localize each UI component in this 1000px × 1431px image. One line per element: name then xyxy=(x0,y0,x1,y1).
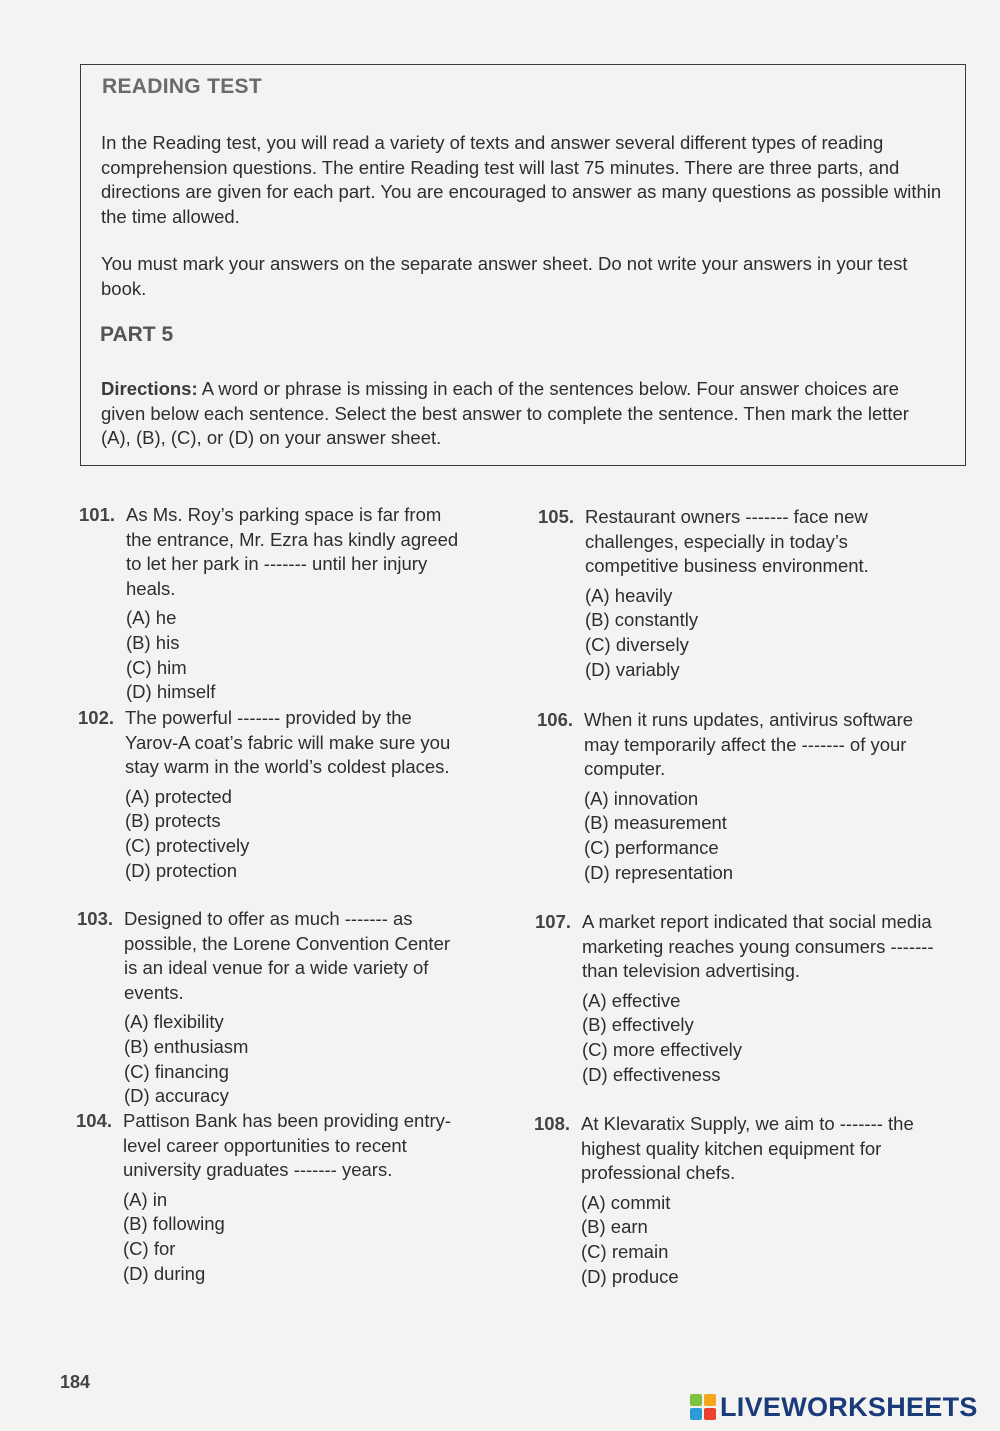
part-title: PART 5 xyxy=(100,323,174,346)
answer-option[interactable]: (B) earn xyxy=(581,1216,648,1238)
question-number: 108. xyxy=(534,1113,571,1134)
answer-option[interactable]: (A) protected xyxy=(125,785,232,807)
question-number: 105. xyxy=(538,506,575,527)
answer-option[interactable]: (C) financing xyxy=(124,1060,229,1082)
answer-option[interactable]: (D) himself xyxy=(126,681,216,703)
directions-paragraph xyxy=(101,377,943,451)
answer-option[interactable]: (B) enthusiasm xyxy=(124,1035,249,1057)
answer-option[interactable]: (C) diversely xyxy=(585,634,689,656)
answer-option[interactable]: (C) performance xyxy=(584,837,719,859)
question-number: 101. xyxy=(79,504,116,525)
answer-option[interactable]: (C) remain xyxy=(581,1241,669,1263)
question-101 xyxy=(79,503,469,705)
answer-option[interactable]: (D) during xyxy=(123,1262,206,1284)
answer-option[interactable]: (B) constantly xyxy=(585,609,699,631)
directions-text: A word or phrase is missing in each of the sentences below. Four answer choices are given below each sentence. Select the best answer to complete the sentence. Then mark the letter (A), (B), (C), or (D) on your answer sheet. xyxy=(101,378,909,448)
question-text: Restaurant owners ------- face new challenges, especially in today’s competitive business environment. xyxy=(585,506,869,576)
answer-sheet-paragraph: You must mark your answers on the separate answer sheet. Do not write your answers in your test book. xyxy=(101,253,908,299)
answer-options xyxy=(582,989,960,1088)
question-number: 102. xyxy=(78,707,115,728)
answer-option[interactable]: (D) protection xyxy=(125,859,238,881)
answer-option[interactable]: (A) effective xyxy=(582,989,681,1011)
question-number: 103. xyxy=(77,908,114,929)
answer-option[interactable]: (C) more effectively xyxy=(582,1039,743,1061)
question-text: Designed to offer as much ------- as possible, the Lorene Convention Center is an ideal venue for a wide variety of events. xyxy=(124,908,451,1003)
section-title: READING TEST xyxy=(102,75,262,98)
answer-options xyxy=(126,606,469,705)
question-number: 107. xyxy=(535,911,572,932)
question-text: Pattison Bank has been providing entry-level career opportunities to recent university graduates ------- years. xyxy=(123,1110,452,1180)
question-text: As Ms. Roy’s parking space is far from the entrance, Mr. Ezra has kindly agreed to let her park in ------- until her injury heals. xyxy=(126,504,459,599)
answer-options xyxy=(584,787,927,886)
answer-option[interactable]: (A) commit xyxy=(581,1191,671,1213)
answer-options xyxy=(585,584,928,683)
logo-square-green xyxy=(690,1394,702,1406)
question-number: 104. xyxy=(76,1110,113,1131)
answer-option[interactable]: (A) heavily xyxy=(585,584,673,606)
answer-option[interactable]: (A) he xyxy=(126,607,177,628)
answer-option[interactable]: (B) effectively xyxy=(582,1014,694,1036)
intro-paragraph: In the Reading test, you will read a variety of texts and answer several different types of reading comprehension questions. The entire Reading test will last 75 minutes. There are three parts, and directions are given for each part. You are encouraged to answer as many questions as possible within the time allowed. xyxy=(101,132,942,227)
question-108 xyxy=(534,1112,924,1290)
answer-options xyxy=(123,1188,466,1287)
page-number: 184 xyxy=(60,1372,91,1392)
answer-option[interactable]: (A) innovation xyxy=(584,787,699,809)
question-105 xyxy=(538,505,928,683)
answer-option[interactable]: (B) his xyxy=(126,631,180,653)
answer-option[interactable]: (C) him xyxy=(126,656,187,678)
liveworksheets-logo-icon xyxy=(690,1394,716,1420)
answer-options xyxy=(124,1010,467,1109)
liveworksheets-logo[interactable] xyxy=(690,1392,978,1422)
question-text: A market report indicated that social media marketing reaches young consumers ------- than television advertising. xyxy=(582,911,934,981)
question-106 xyxy=(537,708,927,886)
answer-option[interactable]: (C) for xyxy=(123,1238,176,1260)
question-104 xyxy=(76,1109,466,1287)
answer-option[interactable]: (D) representation xyxy=(584,861,734,883)
answer-option[interactable]: (D) produce xyxy=(581,1265,679,1287)
answer-option[interactable]: (B) measurement xyxy=(584,812,727,834)
answer-option[interactable]: (A) flexibility xyxy=(124,1011,224,1032)
question-text: When it runs updates, antivirus software may temporarily affect the ------- of your computer. xyxy=(584,709,914,779)
answer-option[interactable]: (D) effectiveness xyxy=(582,1063,721,1085)
brand-name: LIVEWORKSHEETS xyxy=(720,1391,978,1422)
question-number: 106. xyxy=(537,709,574,730)
instructions-box xyxy=(80,64,966,466)
question-103 xyxy=(77,907,467,1109)
answer-option[interactable]: (B) protects xyxy=(125,810,221,832)
directions-label: Directions: xyxy=(101,378,198,399)
answer-option[interactable]: (C) protectively xyxy=(125,835,250,857)
answer-options xyxy=(581,1191,924,1290)
logo-square-blue xyxy=(690,1408,702,1420)
answer-option[interactable]: (D) accuracy xyxy=(124,1085,229,1107)
answer-option[interactable]: (B) following xyxy=(123,1213,225,1235)
logo-square-orange xyxy=(704,1394,716,1406)
question-102 xyxy=(78,706,468,884)
question-text: The powerful ------- provided by the Yarov-A coat’s fabric will make sure you stay warm in the world’s coldest places. xyxy=(125,707,451,777)
question-107 xyxy=(535,910,960,1088)
answer-options xyxy=(125,785,468,884)
question-text: At Klevaratix Supply, we aim to ------- the highest quality kitchen equipment for professional chefs. xyxy=(581,1113,914,1183)
logo-square-red xyxy=(704,1408,716,1420)
answer-option[interactable]: (D) variably xyxy=(585,658,680,680)
answer-option[interactable]: (A) in xyxy=(123,1188,168,1210)
